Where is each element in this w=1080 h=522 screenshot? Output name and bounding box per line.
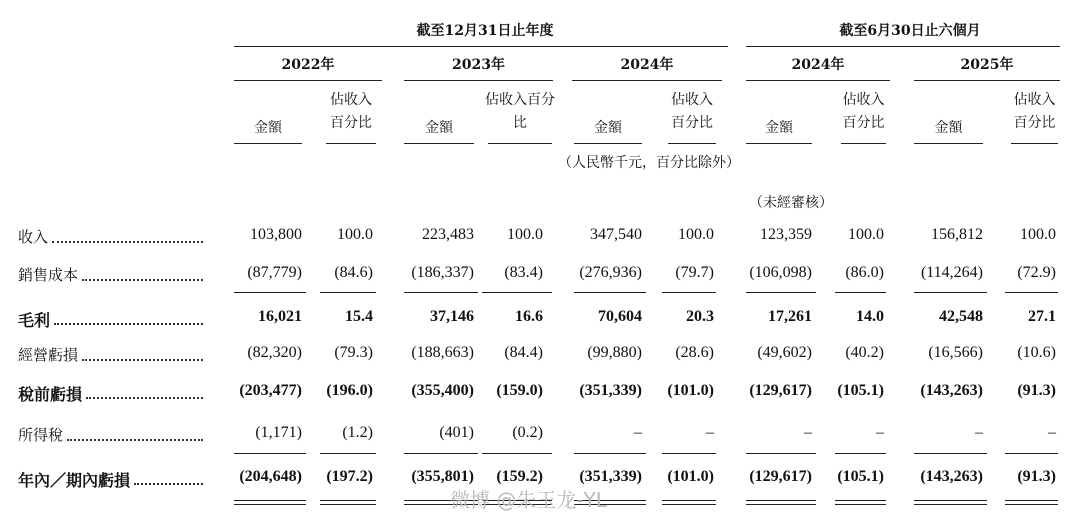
amount-cell: (188,663) (411, 344, 474, 361)
leader-dots (67, 439, 203, 441)
amount-cell: 347,540 (590, 226, 642, 243)
percent-cell: – (876, 424, 884, 441)
percent-cell: (72.9) (1017, 264, 1056, 281)
leader-dots (86, 397, 203, 399)
percent-cell: (105.1) (837, 382, 884, 399)
group-title-six-months: 截至6月30日止六個月 (839, 23, 981, 39)
percent-cell: 100.0 (678, 226, 714, 243)
total-rule (574, 453, 646, 454)
year-header: 2025年 (960, 57, 1014, 73)
percent-cell: (159.2) (496, 468, 543, 485)
leader-dots (82, 279, 203, 281)
amount-col-header: 金額 (254, 120, 282, 136)
total-rule (320, 504, 376, 505)
amount-cell: (16,566) (928, 344, 983, 361)
total-rule (914, 504, 987, 505)
total-rule (746, 292, 816, 293)
amount-cell: (276,936) (579, 264, 642, 281)
amount-cell: (129,617) (749, 468, 812, 485)
amount-cell: (1,171) (255, 424, 302, 441)
percent-cell: (101.0) (667, 382, 714, 399)
amount-cell: 17,261 (768, 308, 812, 325)
leader-dots (52, 241, 203, 243)
percent-cell: (0.2) (512, 424, 543, 441)
amount-cell: 123,359 (760, 226, 812, 243)
percent-cell: 15.4 (345, 308, 373, 325)
total-rule (662, 292, 716, 293)
amount-cell: 42,548 (939, 308, 983, 325)
leader-dots (82, 359, 203, 361)
amount-cell: (401) (439, 424, 474, 441)
amount-cell: (114,264) (920, 264, 983, 281)
percent-cell: (197.2) (326, 468, 373, 485)
total-rule (234, 500, 306, 501)
amount-col-header: 金額 (765, 120, 793, 136)
row-label: 所得稅 (18, 426, 64, 444)
percent-cell: – (706, 424, 714, 441)
total-rule (482, 292, 552, 293)
percent-cell: (83.4) (504, 264, 543, 281)
percent-cell: 16.6 (515, 308, 543, 325)
percent-col-header: 佔收入百分 比 (485, 92, 555, 131)
total-rule (835, 504, 886, 505)
total-rule (746, 453, 816, 454)
row-label: 經營虧損 (18, 346, 79, 364)
total-rule (835, 500, 886, 501)
amount-cell: (355,400) (411, 382, 474, 399)
amount-cell: (106,098) (749, 264, 812, 281)
total-rule (662, 504, 716, 505)
unaudited-note: （未經審核） (749, 195, 833, 211)
amount-cell: (355,801) (411, 468, 474, 485)
percent-col-header: 佔收入 百分比 (671, 92, 713, 131)
currency-note: （人民幣千元，百分比除外） (558, 155, 740, 171)
percent-cell: (1.2) (342, 424, 373, 441)
amount-cell: (204,648) (239, 468, 302, 485)
percent-cell: 27.1 (1028, 308, 1056, 325)
percent-cell: (101.0) (667, 468, 714, 485)
percent-col-header: 佔收入 百分比 (842, 92, 885, 131)
percent-cell: (159.0) (496, 382, 543, 399)
total-rule (662, 500, 716, 501)
percent-cell: (28.6) (675, 344, 714, 361)
amount-cell: (99,880) (587, 344, 642, 361)
amount-cell: 103,800 (250, 226, 302, 243)
group-title-fiscal-year: 截至12月31日止年度 (416, 23, 554, 39)
amount-cell: (49,602) (757, 344, 812, 361)
total-rule (1005, 500, 1058, 501)
amount-cell: 223,483 (422, 226, 474, 243)
amount-cell: (82,320) (247, 344, 302, 361)
percent-cell: (84.6) (334, 264, 373, 281)
percent-cell: (79.7) (675, 264, 714, 281)
percent-cell: 100.0 (848, 226, 884, 243)
total-rule (404, 292, 478, 293)
total-rule (914, 453, 987, 454)
amount-cell: (351,339) (579, 382, 642, 399)
amount-cell: (87,779) (247, 264, 302, 281)
amount-cell: (186,337) (411, 264, 474, 281)
amount-cell: (203,477) (239, 382, 302, 399)
total-rule (1005, 504, 1058, 505)
total-rule (746, 500, 816, 501)
percent-cell: (84.4) (504, 344, 543, 361)
total-rule (482, 453, 552, 454)
amount-cell: 16,021 (258, 308, 302, 325)
total-rule (914, 292, 987, 293)
year-header: 2023年 (452, 57, 505, 73)
year-header: 2024年 (791, 57, 845, 73)
amount-cell: – (975, 424, 983, 441)
percent-cell: 100.0 (507, 226, 543, 243)
amount-cell: 37,146 (430, 308, 474, 325)
percent-cell: (79.3) (334, 344, 373, 361)
watermark: 微博 @朱玉龙-YL (450, 488, 607, 512)
percent-cell: 14.0 (856, 308, 884, 325)
amount-cell: – (634, 424, 642, 441)
total-rule (835, 292, 886, 293)
leader-dots (54, 323, 203, 325)
percent-cell: 100.0 (337, 226, 373, 243)
total-rule (404, 453, 478, 454)
row-label: 收入 (18, 228, 49, 246)
total-rule (320, 453, 376, 454)
total-rule (320, 500, 376, 501)
percent-col-header: 佔收入 百分比 (330, 92, 372, 131)
percent-cell: (196.0) (326, 382, 373, 399)
row-label: 稅前虧損 (18, 385, 83, 404)
total-rule (320, 292, 376, 293)
year-header: 2022年 (281, 57, 335, 73)
percent-cell: (86.0) (845, 264, 884, 281)
total-rule (1005, 292, 1058, 293)
percent-cell: 20.3 (686, 308, 714, 325)
year-header: 2024年 (620, 57, 674, 73)
total-rule (574, 292, 646, 293)
total-rule (234, 504, 306, 505)
percent-cell: – (1048, 424, 1056, 441)
total-rule (914, 500, 987, 501)
percent-col-header: 佔收入 百分比 (1013, 92, 1056, 131)
row-label: 年內／期內虧損 (18, 471, 131, 490)
amount-col-header: 金額 (934, 120, 963, 136)
total-rule (1005, 453, 1058, 454)
amount-cell: (143,263) (920, 382, 983, 399)
percent-cell: (10.6) (1017, 344, 1056, 361)
row-label: 毛利 (18, 311, 51, 330)
amount-cell: – (804, 424, 812, 441)
amount-col-header: 金額 (425, 120, 453, 136)
amount-cell: (143,263) (920, 468, 983, 485)
total-rule (234, 453, 306, 454)
total-rule (662, 453, 716, 454)
percent-cell: (91.3) (1017, 382, 1056, 399)
total-rule (234, 292, 306, 293)
total-rule (746, 504, 816, 505)
amount-cell: 70,604 (598, 308, 642, 325)
amount-cell: 156,812 (931, 226, 983, 243)
row-label: 銷售成本 (18, 266, 79, 284)
percent-cell: (40.2) (845, 344, 884, 361)
percent-cell: 100.0 (1020, 226, 1056, 243)
amount-cell: (129,617) (749, 382, 812, 399)
amount-cell: (351,339) (579, 468, 642, 485)
amount-col-header: 金額 (594, 120, 622, 136)
total-rule (835, 453, 886, 454)
percent-cell: (105.1) (837, 468, 884, 485)
percent-cell: (91.3) (1017, 468, 1056, 485)
